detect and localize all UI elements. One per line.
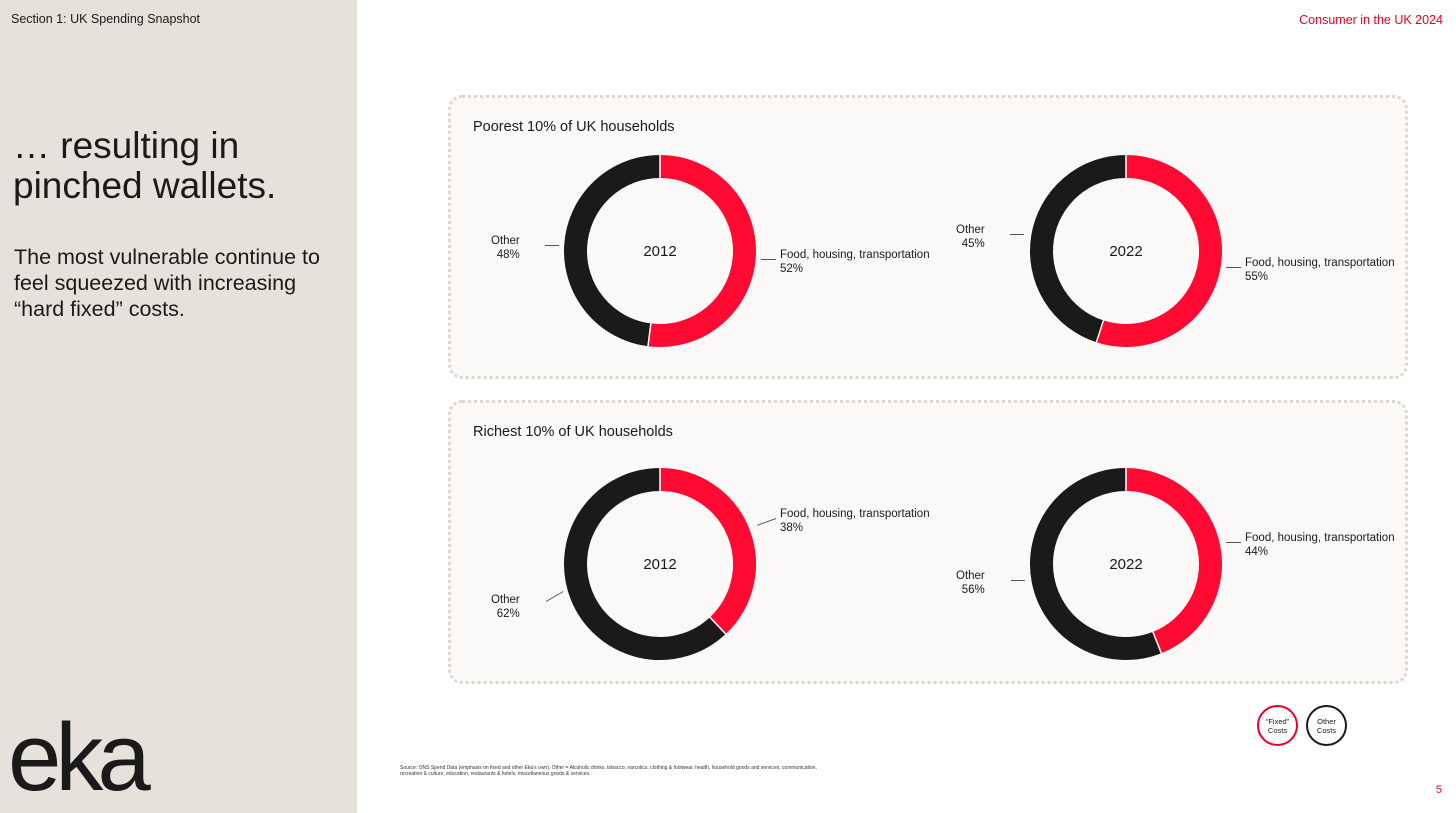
subtext-line-3: “hard fixed” costs. <box>14 297 185 321</box>
page-number: 5 <box>1435 784 1442 796</box>
leader-line <box>1226 267 1241 268</box>
callout-fixed-richest-2012 <box>780 507 930 535</box>
eka-logo <box>8 700 180 800</box>
callout-fixed-label: Food, housing, transportation <box>780 249 930 261</box>
callout-fixed-poorest-2012 <box>780 248 930 276</box>
callout-other-richest-2012 <box>491 593 520 621</box>
callout-other-value: 56% <box>961 584 985 596</box>
leader-line <box>1011 580 1025 581</box>
legend-other-line-2: Costs <box>1316 725 1337 735</box>
callout-fixed-label: Food, housing, transportation <box>780 508 930 520</box>
callout-other-value: 45% <box>961 238 985 250</box>
headline-line-2: pinched wallets. <box>13 165 277 206</box>
slice-fixed-costs <box>660 480 745 626</box>
callout-fixed-value: 52% <box>780 263 804 275</box>
donut-poorest-2012 <box>560 151 760 351</box>
callout-other-label: Other <box>956 224 985 236</box>
callout-other-value: 62% <box>496 608 520 620</box>
report-title: Consumer in the UK 2024 <box>1299 13 1443 27</box>
subtext-line-2: feel squeezed with increasing <box>14 271 297 295</box>
year-label: 2012 <box>643 243 677 260</box>
year-label: 2012 <box>643 556 677 573</box>
legend-fixed-line-2: Costs <box>1267 725 1288 735</box>
donut-richest-2022 <box>1026 464 1226 664</box>
headline <box>13 126 343 206</box>
callout-fixed-value: 55% <box>1245 271 1269 283</box>
donut-richest-2012 <box>560 464 760 664</box>
callout-fixed-poorest-2022 <box>1245 256 1395 284</box>
callout-other-label: Other <box>491 594 520 606</box>
leader-line <box>1226 542 1241 543</box>
legend-other-costs <box>1306 705 1347 746</box>
callout-other-label: Other <box>956 570 985 582</box>
panel-title-poorest: Poorest 10% of UK households <box>473 119 675 135</box>
callout-other-value: 48% <box>496 249 520 261</box>
panel-richest <box>448 400 1408 684</box>
subtext <box>14 244 349 322</box>
callout-other-poorest-2022 <box>956 223 985 251</box>
headline-line-1: … resulting in <box>13 125 240 166</box>
sidebar <box>0 0 357 813</box>
callout-other-label: Other <box>491 235 520 247</box>
callout-fixed-value: 44% <box>1245 546 1269 558</box>
section-label: Section 1: UK Spending Snapshot <box>11 12 201 26</box>
callout-fixed-label: Food, housing, transportation <box>1245 532 1395 544</box>
source-note: Source: ONS Spend Data (emphasis on fixed and other Eka’s own). Other = Alcoholic drinks, tobacco, narcotics, clothing & footwear, health, household goods and services, communication, recreation & culture, education, restaurants & hotels, miscellaneous goods & services. <box>400 765 817 777</box>
donut-poorest-2022 <box>1026 151 1226 351</box>
leader-line <box>545 245 559 246</box>
leader-line <box>1010 234 1024 235</box>
callout-other-richest-2022 <box>956 569 985 597</box>
callout-other-poorest-2012 <box>491 234 520 262</box>
legend-fixed-costs <box>1257 705 1298 746</box>
legend-other-line-1: Other <box>1317 716 1336 726</box>
legend-fixed-line-1: “Fixed” <box>1265 716 1290 726</box>
callout-fixed-richest-2022 <box>1245 531 1395 559</box>
callout-fixed-value: 38% <box>780 522 804 534</box>
callout-fixed-label: Food, housing, transportation <box>1245 257 1395 269</box>
leader-line <box>761 259 776 260</box>
logo-text: eka <box>8 704 145 800</box>
panel-title-richest: Richest 10% of UK households <box>473 424 673 440</box>
year-label: 2022 <box>1109 243 1143 260</box>
subtext-line-1: The most vulnerable continue to <box>14 245 320 269</box>
panel-poorest <box>448 95 1408 379</box>
year-label: 2022 <box>1109 556 1143 573</box>
